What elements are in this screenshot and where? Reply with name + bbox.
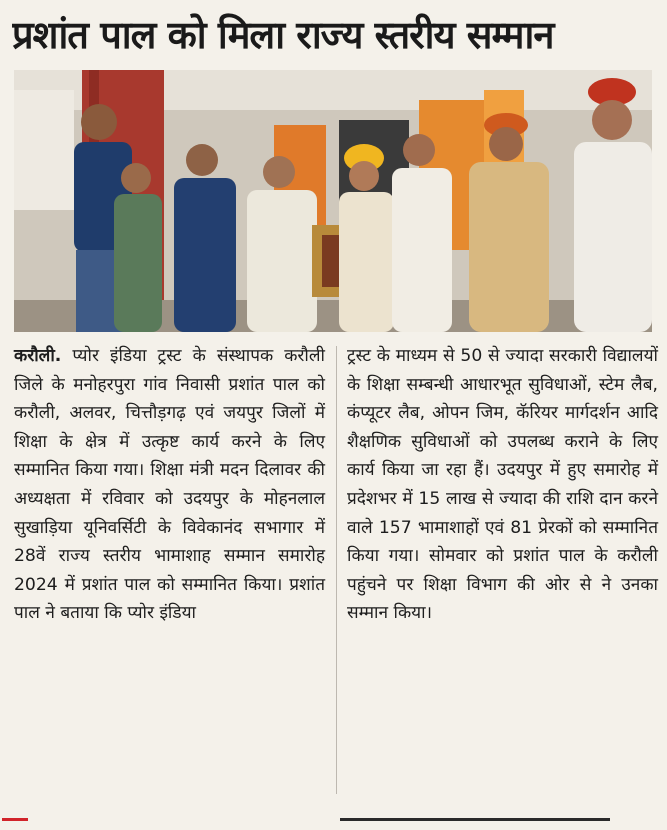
article-body <box>14 342 658 804</box>
dateline: करौली. <box>14 346 62 366</box>
cut-headline-left <box>0 816 52 830</box>
article-column-right <box>347 342 658 628</box>
next-article-fragment <box>0 812 667 830</box>
right-column-text: ट्रस्ट के माध्यम से 50 से ज्यादा सरकारी विद्यालयों के शिक्षा सम्बन्धी आधारभूत सुविधाओं, स्टेम लैब, कंप्यूटर लैब, ओपन जिम, कॅरियर मार्गदर्शन आदि शैक्षणिक सुविधाओं को उपलब्ध कराने के लिए कार्य किया जा रहा हैं। उदयपुर में हुए समारोह में प्रदेशभर में 15 लाख से ज्यादा की राशि दान करने वाले 157 भामाशाहों एवं 81 प्रेरकों को सम्मानित किया गया। सोमवार को प्रशांत पाल के करौली पहुंचने पर शिक्षा विभाग की ओर से ने उनका सम्मान किया। <box>347 346 658 624</box>
headline: प्रशांत पाल को मिला राज्य स्तरीय सम्मान <box>12 13 554 57</box>
left-column-text: प्योर इंडिया ट्रस्ट के संस्थापक करौली जिले के मनोहरपुरा गांव निवासी प्रशांत पाल को करौली, अलवर, चित्तौड़गढ़ एवं जयपुर जिलों में शिक्षा के क्षेत्र में उत्कृष्ट कार्य करने के लिए सम्मानित किया गया। शिक्षा मंत्री मदन दिलावर की अध्यक्षता में रविवार को उदयपुर के मोहनलाल सुखाड़िया यूनिवर्सिटी के विवेकानंद सभागार में 28वें राज्य स्तरीय भामाशाह सम्मान समारोह 2024 में प्रशांत पाल को सम्मानित किया। प्रशांत पाल ने बताया कि प्योर इंडिया <box>14 346 325 624</box>
cut-headline-right <box>340 818 610 830</box>
article-column-left <box>14 342 325 628</box>
column-divider <box>336 346 337 794</box>
award-ceremony-photo <box>14 70 652 332</box>
